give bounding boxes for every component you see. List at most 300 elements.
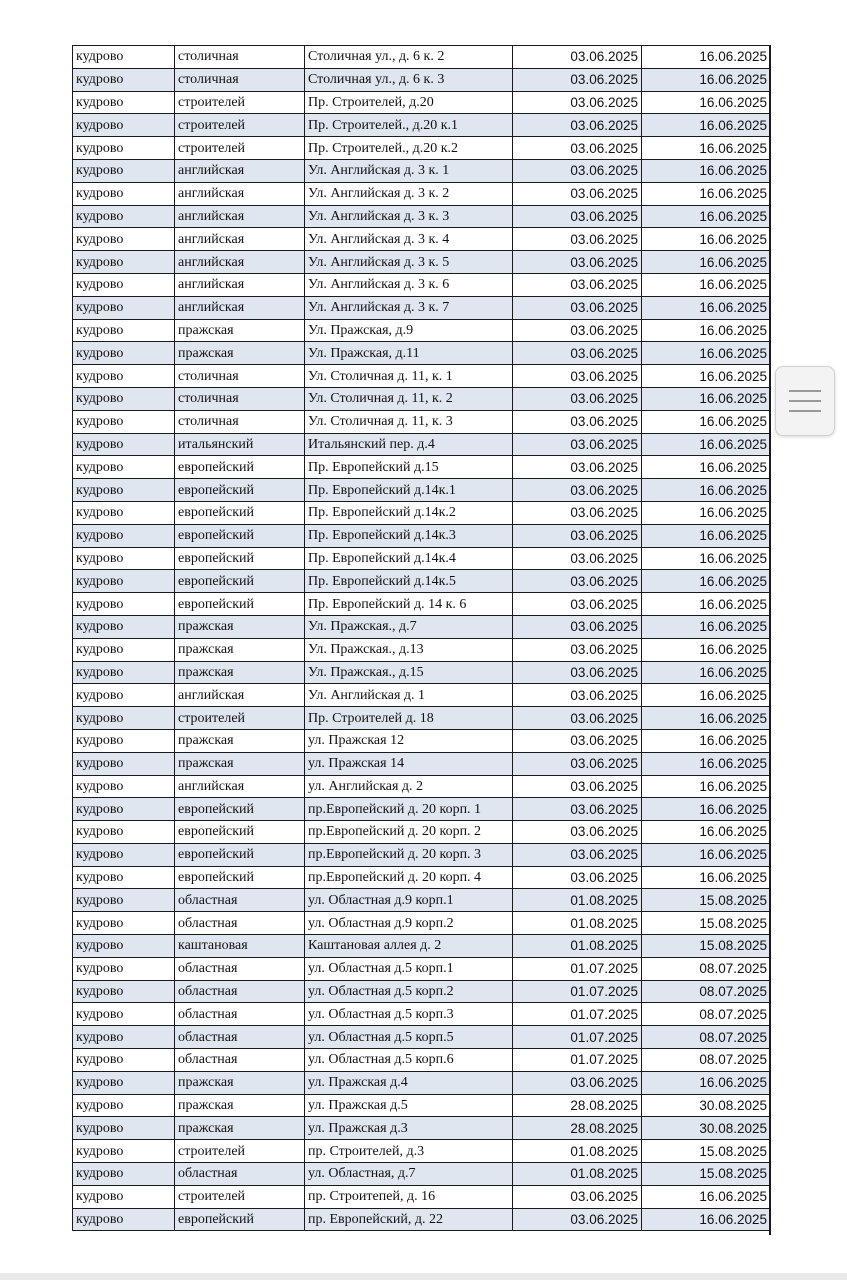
cell-end-date: 16.06.2025 bbox=[642, 68, 771, 91]
cell-start-date: 03.06.2025 bbox=[513, 821, 642, 844]
hamburger-menu-icon bbox=[789, 400, 821, 402]
cell-start-date: 03.06.2025 bbox=[513, 68, 642, 91]
cell-city: кудрово bbox=[73, 1117, 175, 1140]
cell-district: пражская bbox=[175, 661, 305, 684]
cell-city: кудрово bbox=[73, 524, 175, 547]
cell-district: каштановая bbox=[175, 935, 305, 958]
cell-address: Пр. Строителей., д.20 к.1 bbox=[305, 114, 513, 137]
cell-city: кудрово bbox=[73, 1049, 175, 1072]
table-row bbox=[73, 661, 771, 684]
cell-district: строителей bbox=[175, 1185, 305, 1208]
cell-start-date: 03.06.2025 bbox=[513, 570, 642, 593]
table-row bbox=[73, 501, 771, 524]
cell-district: европейский bbox=[175, 479, 305, 502]
cell-start-date: 03.06.2025 bbox=[513, 1185, 642, 1208]
cell-address: Пр. Европейский д.15 bbox=[305, 456, 513, 479]
cell-start-date: 03.06.2025 bbox=[513, 1208, 642, 1231]
cell-address: Пр. Европейский д.14к.2 bbox=[305, 501, 513, 524]
cell-end-date: 16.06.2025 bbox=[642, 159, 771, 182]
cell-end-date: 16.06.2025 bbox=[642, 638, 771, 661]
cell-city: кудрово bbox=[73, 570, 175, 593]
cell-district: английская bbox=[175, 251, 305, 274]
cell-district: столичная bbox=[175, 46, 305, 69]
cell-start-date: 03.06.2025 bbox=[513, 501, 642, 524]
table-row bbox=[73, 114, 771, 137]
cell-district: областная bbox=[175, 912, 305, 935]
table-row bbox=[73, 1140, 771, 1163]
table-row bbox=[73, 866, 771, 889]
cell-city: кудрово bbox=[73, 1208, 175, 1231]
table-right-border bbox=[769, 45, 771, 1235]
cell-end-date: 16.06.2025 bbox=[642, 456, 771, 479]
cell-start-date: 03.06.2025 bbox=[513, 296, 642, 319]
table-row bbox=[73, 798, 771, 821]
cell-city: кудрово bbox=[73, 729, 175, 752]
cell-address: Ул. Пражская, д.9 bbox=[305, 319, 513, 342]
cell-city: кудрово bbox=[73, 866, 175, 889]
cell-end-date: 16.06.2025 bbox=[642, 821, 771, 844]
cell-address: Ул. Пражская, д.11 bbox=[305, 342, 513, 365]
cell-start-date: 03.06.2025 bbox=[513, 342, 642, 365]
cell-city: кудрово bbox=[73, 342, 175, 365]
table-row bbox=[73, 1094, 771, 1117]
cell-address: Ул. Столичная д. 11, к. 1 bbox=[305, 365, 513, 388]
cell-address: ул. Областная д.9 корп.1 bbox=[305, 889, 513, 912]
cell-end-date: 16.06.2025 bbox=[642, 319, 771, 342]
cell-district: европейский bbox=[175, 524, 305, 547]
table-row bbox=[73, 365, 771, 388]
cell-end-date: 16.06.2025 bbox=[642, 91, 771, 114]
cell-district: пражская bbox=[175, 1117, 305, 1140]
table-row bbox=[73, 707, 771, 730]
table-row bbox=[73, 684, 771, 707]
cell-district: областная bbox=[175, 889, 305, 912]
cell-district: строителей bbox=[175, 91, 305, 114]
cell-address: Ул. Пражская., д.13 bbox=[305, 638, 513, 661]
cell-address: ул. Областная д.5 корп.6 bbox=[305, 1049, 513, 1072]
cell-district: пражская bbox=[175, 1071, 305, 1094]
cell-end-date: 16.06.2025 bbox=[642, 205, 771, 228]
cell-city: кудрово bbox=[73, 684, 175, 707]
cell-address: Ул. Английская д. 3 к. 6 bbox=[305, 273, 513, 296]
cell-district: строителей bbox=[175, 114, 305, 137]
cell-city: кудрово bbox=[73, 1140, 175, 1163]
cell-city: кудрово bbox=[73, 114, 175, 137]
cell-city: кудрово bbox=[73, 296, 175, 319]
cell-city: кудрово bbox=[73, 365, 175, 388]
table-row bbox=[73, 1208, 771, 1231]
cell-start-date: 03.06.2025 bbox=[513, 752, 642, 775]
cell-district: столичная bbox=[175, 68, 305, 91]
cell-address: ул. Пражская 14 bbox=[305, 752, 513, 775]
cell-start-date: 03.06.2025 bbox=[513, 387, 642, 410]
cell-address: Ул. Столичная д. 11, к. 2 bbox=[305, 387, 513, 410]
cell-district: пражская bbox=[175, 615, 305, 638]
hamburger-menu-icon bbox=[789, 410, 821, 412]
cell-end-date: 16.06.2025 bbox=[642, 684, 771, 707]
cell-start-date: 01.08.2025 bbox=[513, 889, 642, 912]
table-row bbox=[73, 1163, 771, 1186]
cell-address: Пр. Строителей, д.20 bbox=[305, 91, 513, 114]
cell-district: английская bbox=[175, 775, 305, 798]
table-row bbox=[73, 387, 771, 410]
cell-district: европейский bbox=[175, 866, 305, 889]
table-row bbox=[73, 957, 771, 980]
table-row bbox=[73, 752, 771, 775]
cell-end-date: 08.07.2025 bbox=[642, 980, 771, 1003]
cell-address: пр. Строителей, д.3 bbox=[305, 1140, 513, 1163]
cell-start-date: 03.06.2025 bbox=[513, 1071, 642, 1094]
cell-address: ул. Областная, д.7 bbox=[305, 1163, 513, 1186]
cell-end-date: 16.06.2025 bbox=[642, 661, 771, 684]
cell-end-date: 16.06.2025 bbox=[642, 615, 771, 638]
cell-district: пражская bbox=[175, 752, 305, 775]
spreadsheet-page bbox=[72, 45, 770, 1231]
cell-district: итальянский bbox=[175, 433, 305, 456]
cell-start-date: 03.06.2025 bbox=[513, 707, 642, 730]
cell-end-date: 16.06.2025 bbox=[642, 570, 771, 593]
cell-end-date: 16.06.2025 bbox=[642, 479, 771, 502]
cell-city: кудрово bbox=[73, 1185, 175, 1208]
cell-city: кудрово bbox=[73, 1026, 175, 1049]
cell-city: кудрово bbox=[73, 46, 175, 69]
table-row bbox=[73, 479, 771, 502]
cell-district: европейский bbox=[175, 456, 305, 479]
table-row bbox=[73, 821, 771, 844]
cell-district: английская bbox=[175, 273, 305, 296]
cell-start-date: 03.06.2025 bbox=[513, 410, 642, 433]
cell-start-date: 01.07.2025 bbox=[513, 957, 642, 980]
cell-city: кудрово bbox=[73, 935, 175, 958]
cell-start-date: 03.06.2025 bbox=[513, 593, 642, 616]
table-row bbox=[73, 1117, 771, 1140]
table-row bbox=[73, 68, 771, 91]
cell-end-date: 15.08.2025 bbox=[642, 935, 771, 958]
table-row bbox=[73, 889, 771, 912]
cell-address: пр.Европейский д. 20 корп. 1 bbox=[305, 798, 513, 821]
cell-address: ул. Английская д. 2 bbox=[305, 775, 513, 798]
table-row bbox=[73, 1071, 771, 1094]
table-row bbox=[73, 91, 771, 114]
cell-address: Пр. Европейский д. 14 к. 6 bbox=[305, 593, 513, 616]
cell-district: областная bbox=[175, 1026, 305, 1049]
cell-district: английская bbox=[175, 684, 305, 707]
table-row bbox=[73, 524, 771, 547]
cell-start-date: 03.06.2025 bbox=[513, 843, 642, 866]
cell-address: Пр. Строителей д. 18 bbox=[305, 707, 513, 730]
table-row bbox=[73, 137, 771, 160]
cell-address: пр. Европейский, д. 22 bbox=[305, 1208, 513, 1231]
cell-start-date: 03.06.2025 bbox=[513, 91, 642, 114]
cell-address: ул. Пражская 12 bbox=[305, 729, 513, 752]
cell-end-date: 16.06.2025 bbox=[642, 752, 771, 775]
cell-address: Ул. Английская д. 3 к. 7 bbox=[305, 296, 513, 319]
table-row bbox=[73, 228, 771, 251]
cell-city: кудрово bbox=[73, 159, 175, 182]
cell-district: европейский bbox=[175, 547, 305, 570]
cell-city: кудрово bbox=[73, 410, 175, 433]
cell-district: пражская bbox=[175, 1094, 305, 1117]
cell-city: кудрово bbox=[73, 387, 175, 410]
table-row bbox=[73, 410, 771, 433]
cell-end-date: 16.06.2025 bbox=[642, 137, 771, 160]
cell-end-date: 16.06.2025 bbox=[642, 114, 771, 137]
cell-start-date: 03.06.2025 bbox=[513, 205, 642, 228]
cell-address: пр.Европейский д. 20 корп. 4 bbox=[305, 866, 513, 889]
cell-address: ул. Областная д.5 корп.1 bbox=[305, 957, 513, 980]
cell-address: ул. Пражская д.4 bbox=[305, 1071, 513, 1094]
cell-end-date: 16.06.2025 bbox=[642, 251, 771, 274]
bottom-bar bbox=[0, 1273, 847, 1280]
cell-start-date: 03.06.2025 bbox=[513, 479, 642, 502]
cell-start-date: 03.06.2025 bbox=[513, 661, 642, 684]
cell-city: кудрово bbox=[73, 638, 175, 661]
hamburger-menu-button[interactable] bbox=[775, 366, 835, 436]
table-row bbox=[73, 593, 771, 616]
cell-end-date: 16.06.2025 bbox=[642, 182, 771, 205]
cell-city: кудрово bbox=[73, 798, 175, 821]
cell-start-date: 03.06.2025 bbox=[513, 456, 642, 479]
table-row bbox=[73, 182, 771, 205]
cell-city: кудрово bbox=[73, 91, 175, 114]
cell-city: кудрово bbox=[73, 980, 175, 1003]
cell-city: кудрово bbox=[73, 433, 175, 456]
cell-start-date: 28.08.2025 bbox=[513, 1094, 642, 1117]
cell-address: пр. Строитепей, д. 16 bbox=[305, 1185, 513, 1208]
cell-district: строителей bbox=[175, 1140, 305, 1163]
table-row bbox=[73, 1003, 771, 1026]
cell-district: областная bbox=[175, 1049, 305, 1072]
cell-end-date: 16.06.2025 bbox=[642, 365, 771, 388]
cell-district: английская bbox=[175, 159, 305, 182]
cell-district: европейский bbox=[175, 1208, 305, 1231]
table-row bbox=[73, 433, 771, 456]
cell-start-date: 03.06.2025 bbox=[513, 775, 642, 798]
cell-end-date: 16.06.2025 bbox=[642, 501, 771, 524]
cell-start-date: 01.08.2025 bbox=[513, 935, 642, 958]
cell-end-date: 30.08.2025 bbox=[642, 1094, 771, 1117]
cell-district: европейский bbox=[175, 798, 305, 821]
cell-end-date: 16.06.2025 bbox=[642, 342, 771, 365]
cell-address: Пр. Строителей., д.20 к.2 bbox=[305, 137, 513, 160]
table-row bbox=[73, 1185, 771, 1208]
cell-start-date: 03.06.2025 bbox=[513, 137, 642, 160]
cell-city: кудрово bbox=[73, 182, 175, 205]
cell-city: кудрово bbox=[73, 615, 175, 638]
cell-start-date: 01.07.2025 bbox=[513, 1026, 642, 1049]
cell-address: Пр. Европейский д.14к.4 bbox=[305, 547, 513, 570]
cell-end-date: 08.07.2025 bbox=[642, 1026, 771, 1049]
table-row bbox=[73, 912, 771, 935]
cell-address: ул. Областная д.5 корп.5 bbox=[305, 1026, 513, 1049]
table-row bbox=[73, 1026, 771, 1049]
cell-end-date: 16.06.2025 bbox=[642, 707, 771, 730]
cell-end-date: 16.06.2025 bbox=[642, 843, 771, 866]
table-row bbox=[73, 775, 771, 798]
cell-address: Ул. Английская д. 3 к. 3 bbox=[305, 205, 513, 228]
cell-address: Ул. Английская д. 3 к. 1 bbox=[305, 159, 513, 182]
cell-district: областная bbox=[175, 1003, 305, 1026]
cell-end-date: 16.06.2025 bbox=[642, 228, 771, 251]
table-row bbox=[73, 980, 771, 1003]
cell-start-date: 03.06.2025 bbox=[513, 319, 642, 342]
cell-city: кудрово bbox=[73, 501, 175, 524]
cell-address: Ул. Английская д. 3 к. 4 bbox=[305, 228, 513, 251]
cell-city: кудрово bbox=[73, 661, 175, 684]
cell-start-date: 03.06.2025 bbox=[513, 729, 642, 752]
cell-city: кудрово bbox=[73, 547, 175, 570]
cell-start-date: 03.06.2025 bbox=[513, 159, 642, 182]
cell-address: ул. Пражская д.5 bbox=[305, 1094, 513, 1117]
cell-end-date: 16.06.2025 bbox=[642, 798, 771, 821]
cell-district: европейский bbox=[175, 570, 305, 593]
table-body bbox=[73, 46, 771, 1231]
table-row bbox=[73, 638, 771, 661]
cell-end-date: 30.08.2025 bbox=[642, 1117, 771, 1140]
cell-district: столичная bbox=[175, 410, 305, 433]
table-row bbox=[73, 570, 771, 593]
table-row bbox=[73, 296, 771, 319]
cell-end-date: 16.06.2025 bbox=[642, 410, 771, 433]
cell-end-date: 16.06.2025 bbox=[642, 1071, 771, 1094]
cell-address: Столичная ул., д. 6 к. 2 bbox=[305, 46, 513, 69]
cell-end-date: 16.06.2025 bbox=[642, 593, 771, 616]
hamburger-menu-icon bbox=[789, 390, 821, 392]
table-row bbox=[73, 342, 771, 365]
cell-start-date: 03.06.2025 bbox=[513, 866, 642, 889]
cell-end-date: 16.06.2025 bbox=[642, 433, 771, 456]
cell-city: кудрово bbox=[73, 68, 175, 91]
cell-district: европейский bbox=[175, 501, 305, 524]
cell-address: Столичная ул., д. 6 к. 3 bbox=[305, 68, 513, 91]
cell-district: строителей bbox=[175, 707, 305, 730]
cell-end-date: 15.08.2025 bbox=[642, 1163, 771, 1186]
cell-end-date: 08.07.2025 bbox=[642, 1049, 771, 1072]
cell-district: пражская bbox=[175, 342, 305, 365]
cell-city: кудрово bbox=[73, 1094, 175, 1117]
cell-address: Ул. Пражская., д.15 bbox=[305, 661, 513, 684]
cell-end-date: 08.07.2025 bbox=[642, 1003, 771, 1026]
cell-city: кудрово bbox=[73, 593, 175, 616]
cell-start-date: 01.08.2025 bbox=[513, 1163, 642, 1186]
cell-start-date: 03.06.2025 bbox=[513, 273, 642, 296]
cell-district: областная bbox=[175, 1163, 305, 1186]
cell-city: кудрово bbox=[73, 957, 175, 980]
cell-end-date: 16.06.2025 bbox=[642, 729, 771, 752]
table-row bbox=[73, 159, 771, 182]
cell-city: кудрово bbox=[73, 319, 175, 342]
cell-end-date: 08.07.2025 bbox=[642, 957, 771, 980]
cell-city: кудрово bbox=[73, 889, 175, 912]
cell-address: ул. Областная д.5 корп.2 bbox=[305, 980, 513, 1003]
cell-start-date: 03.06.2025 bbox=[513, 433, 642, 456]
cell-start-date: 03.06.2025 bbox=[513, 684, 642, 707]
cell-start-date: 03.06.2025 bbox=[513, 228, 642, 251]
cell-city: кудрово bbox=[73, 273, 175, 296]
cell-address: пр.Европейский д. 20 корп. 3 bbox=[305, 843, 513, 866]
cell-end-date: 16.06.2025 bbox=[642, 387, 771, 410]
cell-city: кудрово bbox=[73, 137, 175, 160]
cell-end-date: 16.06.2025 bbox=[642, 524, 771, 547]
table-row bbox=[73, 1049, 771, 1072]
cell-district: европейский bbox=[175, 843, 305, 866]
cell-district: английская bbox=[175, 296, 305, 319]
cell-city: кудрово bbox=[73, 752, 175, 775]
cell-end-date: 16.06.2025 bbox=[642, 273, 771, 296]
cell-start-date: 03.06.2025 bbox=[513, 615, 642, 638]
cell-city: кудрово bbox=[73, 843, 175, 866]
cell-end-date: 16.06.2025 bbox=[642, 1208, 771, 1231]
cell-city: кудрово bbox=[73, 479, 175, 502]
cell-district: столичная bbox=[175, 387, 305, 410]
cell-city: кудрово bbox=[73, 1071, 175, 1094]
cell-address: Каштановая аллея д. 2 bbox=[305, 935, 513, 958]
table-row bbox=[73, 205, 771, 228]
cell-end-date: 16.06.2025 bbox=[642, 1185, 771, 1208]
table-row bbox=[73, 319, 771, 342]
cell-end-date: 16.06.2025 bbox=[642, 46, 771, 69]
cell-city: кудрово bbox=[73, 707, 175, 730]
cell-start-date: 01.08.2025 bbox=[513, 1140, 642, 1163]
cell-address: ул. Областная д.5 корп.3 bbox=[305, 1003, 513, 1026]
cell-address: ул. Пражская д.3 bbox=[305, 1117, 513, 1140]
table-row bbox=[73, 273, 771, 296]
cell-end-date: 15.08.2025 bbox=[642, 1140, 771, 1163]
table-row bbox=[73, 46, 771, 69]
cell-district: английская bbox=[175, 182, 305, 205]
table-row bbox=[73, 935, 771, 958]
cell-district: столичная bbox=[175, 365, 305, 388]
cell-district: пражская bbox=[175, 638, 305, 661]
cell-address: пр.Европейский д. 20 корп. 2 bbox=[305, 821, 513, 844]
cell-end-date: 16.06.2025 bbox=[642, 775, 771, 798]
cell-address: Пр. Европейский д.14к.5 bbox=[305, 570, 513, 593]
cell-start-date: 01.07.2025 bbox=[513, 980, 642, 1003]
cell-end-date: 15.08.2025 bbox=[642, 889, 771, 912]
cell-start-date: 01.07.2025 bbox=[513, 1003, 642, 1026]
cell-start-date: 03.06.2025 bbox=[513, 182, 642, 205]
cell-end-date: 16.06.2025 bbox=[642, 547, 771, 570]
cell-address: Ул. Столичная д. 11, к. 3 bbox=[305, 410, 513, 433]
cell-start-date: 03.06.2025 bbox=[513, 251, 642, 274]
cell-city: кудрово bbox=[73, 821, 175, 844]
cell-start-date: 03.06.2025 bbox=[513, 46, 642, 69]
cell-district: европейский bbox=[175, 593, 305, 616]
cell-start-date: 03.06.2025 bbox=[513, 798, 642, 821]
cell-city: кудрово bbox=[73, 205, 175, 228]
cell-district: пражская bbox=[175, 729, 305, 752]
cell-start-date: 03.06.2025 bbox=[513, 638, 642, 661]
cell-district: европейский bbox=[175, 821, 305, 844]
cell-district: английская bbox=[175, 205, 305, 228]
cell-start-date: 03.06.2025 bbox=[513, 547, 642, 570]
cell-city: кудрово bbox=[73, 456, 175, 479]
table-row bbox=[73, 547, 771, 570]
cell-city: кудрово bbox=[73, 912, 175, 935]
cell-city: кудрово bbox=[73, 251, 175, 274]
table-row bbox=[73, 251, 771, 274]
cell-district: областная bbox=[175, 957, 305, 980]
schedule-table bbox=[72, 45, 771, 1231]
cell-address: Пр. Европейский д.14к.3 bbox=[305, 524, 513, 547]
cell-city: кудрово bbox=[73, 1163, 175, 1186]
table-row bbox=[73, 456, 771, 479]
cell-start-date: 03.06.2025 bbox=[513, 365, 642, 388]
cell-address: ул. Областная д.9 корп.2 bbox=[305, 912, 513, 935]
cell-end-date: 15.08.2025 bbox=[642, 912, 771, 935]
cell-city: кудрово bbox=[73, 228, 175, 251]
cell-start-date: 28.08.2025 bbox=[513, 1117, 642, 1140]
